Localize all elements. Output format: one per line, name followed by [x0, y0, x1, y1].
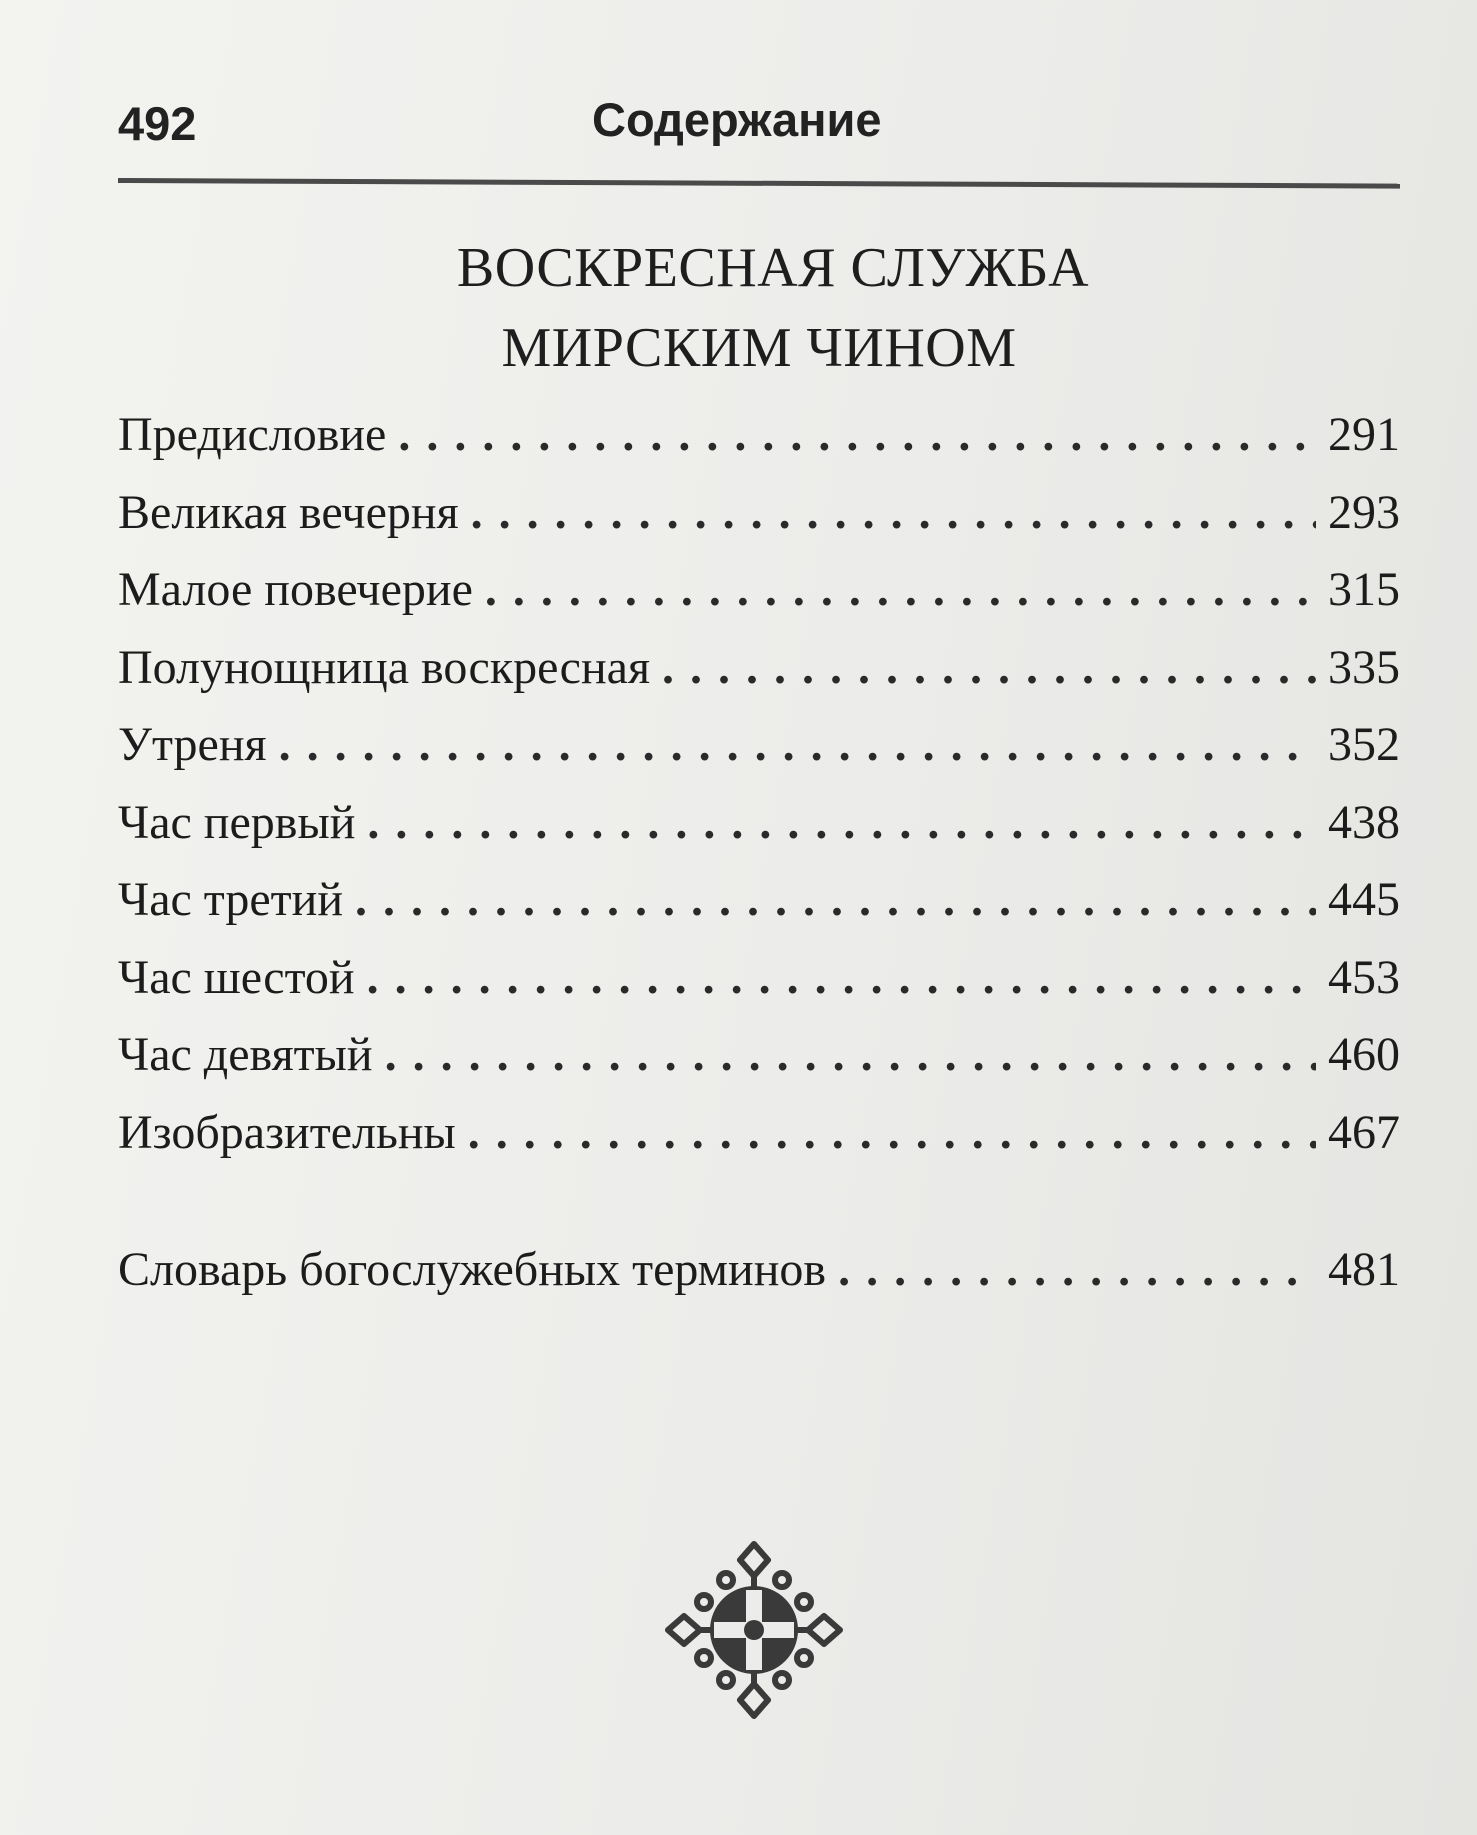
- toc-entry[interactable]: [118, 474, 1400, 552]
- toc-entry[interactable]: [118, 551, 1400, 629]
- toc-entry-label: Утреня: [118, 718, 267, 772]
- section-title-line1: ВОСКРЕСНАЯ СЛУЖБА: [456, 237, 1090, 299]
- dot-leader: [398, 407, 1316, 462]
- page-header: [118, 92, 1400, 156]
- toc-entry[interactable]: [118, 1231, 1400, 1309]
- toc-entry-label: Час первый: [118, 795, 356, 849]
- toc-entry[interactable]: [118, 1016, 1400, 1094]
- toc-entry-label: Предисловие: [118, 408, 387, 462]
- toc-entry[interactable]: [118, 784, 1400, 862]
- toc-entry[interactable]: [118, 1094, 1400, 1172]
- dot-leader: [662, 640, 1316, 695]
- ornamental-cross-icon: [664, 1540, 844, 1720]
- dot-leader: [355, 872, 1316, 927]
- toc-entry-page: 335: [1328, 640, 1400, 694]
- dot-leader: [367, 795, 1316, 850]
- toc-entry-label: Малое повечерие: [118, 563, 473, 617]
- toc-entry[interactable]: [118, 861, 1400, 939]
- toc-entry[interactable]: [118, 939, 1400, 1017]
- toc-entry-page: 293: [1328, 485, 1400, 539]
- toc-entry-page: 467: [1328, 1105, 1400, 1159]
- toc-entry-label: Полунощница воскресная: [118, 640, 651, 694]
- toc-entry-page: 438: [1328, 795, 1400, 849]
- toc-entry-label: Изобразительны: [118, 1105, 456, 1159]
- toc-entry-page: 481: [1328, 1243, 1400, 1297]
- dot-leader: [279, 717, 1316, 772]
- toc-entry-page: 291: [1328, 408, 1400, 462]
- toc-entry[interactable]: [118, 706, 1400, 784]
- toc-entry-label: Час шестой: [118, 950, 355, 1004]
- dot-leader: [468, 1105, 1316, 1160]
- toc-entry-page: 315: [1328, 563, 1400, 617]
- toc-entry-page: 352: [1328, 718, 1400, 772]
- dot-leader: [367, 950, 1316, 1005]
- toc-entry-label: Час третий: [118, 873, 344, 927]
- toc-entry[interactable]: [118, 396, 1400, 474]
- section-title-line2: МИРСКИМ ЧИНОМ: [501, 317, 1017, 379]
- toc-entry-label: Великая вечерня: [118, 485, 459, 539]
- dot-leader: [385, 1027, 1316, 1082]
- table-of-contents: [118, 396, 1400, 1309]
- toc-entry-page: 445: [1328, 873, 1400, 927]
- toc-entry-page: 453: [1328, 950, 1400, 1004]
- toc-entry-page: 460: [1328, 1028, 1400, 1082]
- page-number: 492: [118, 97, 197, 150]
- toc-entry[interactable]: [118, 629, 1400, 707]
- running-title: Содержание: [592, 93, 882, 146]
- dot-leader: [838, 1242, 1316, 1297]
- dot-leader: [471, 485, 1316, 540]
- toc-entry-label: Словарь богослужебных терминов: [118, 1243, 827, 1297]
- header-rule: [118, 178, 1400, 189]
- toc-entry-label: Час девятый: [118, 1028, 373, 1082]
- dot-leader: [485, 562, 1316, 617]
